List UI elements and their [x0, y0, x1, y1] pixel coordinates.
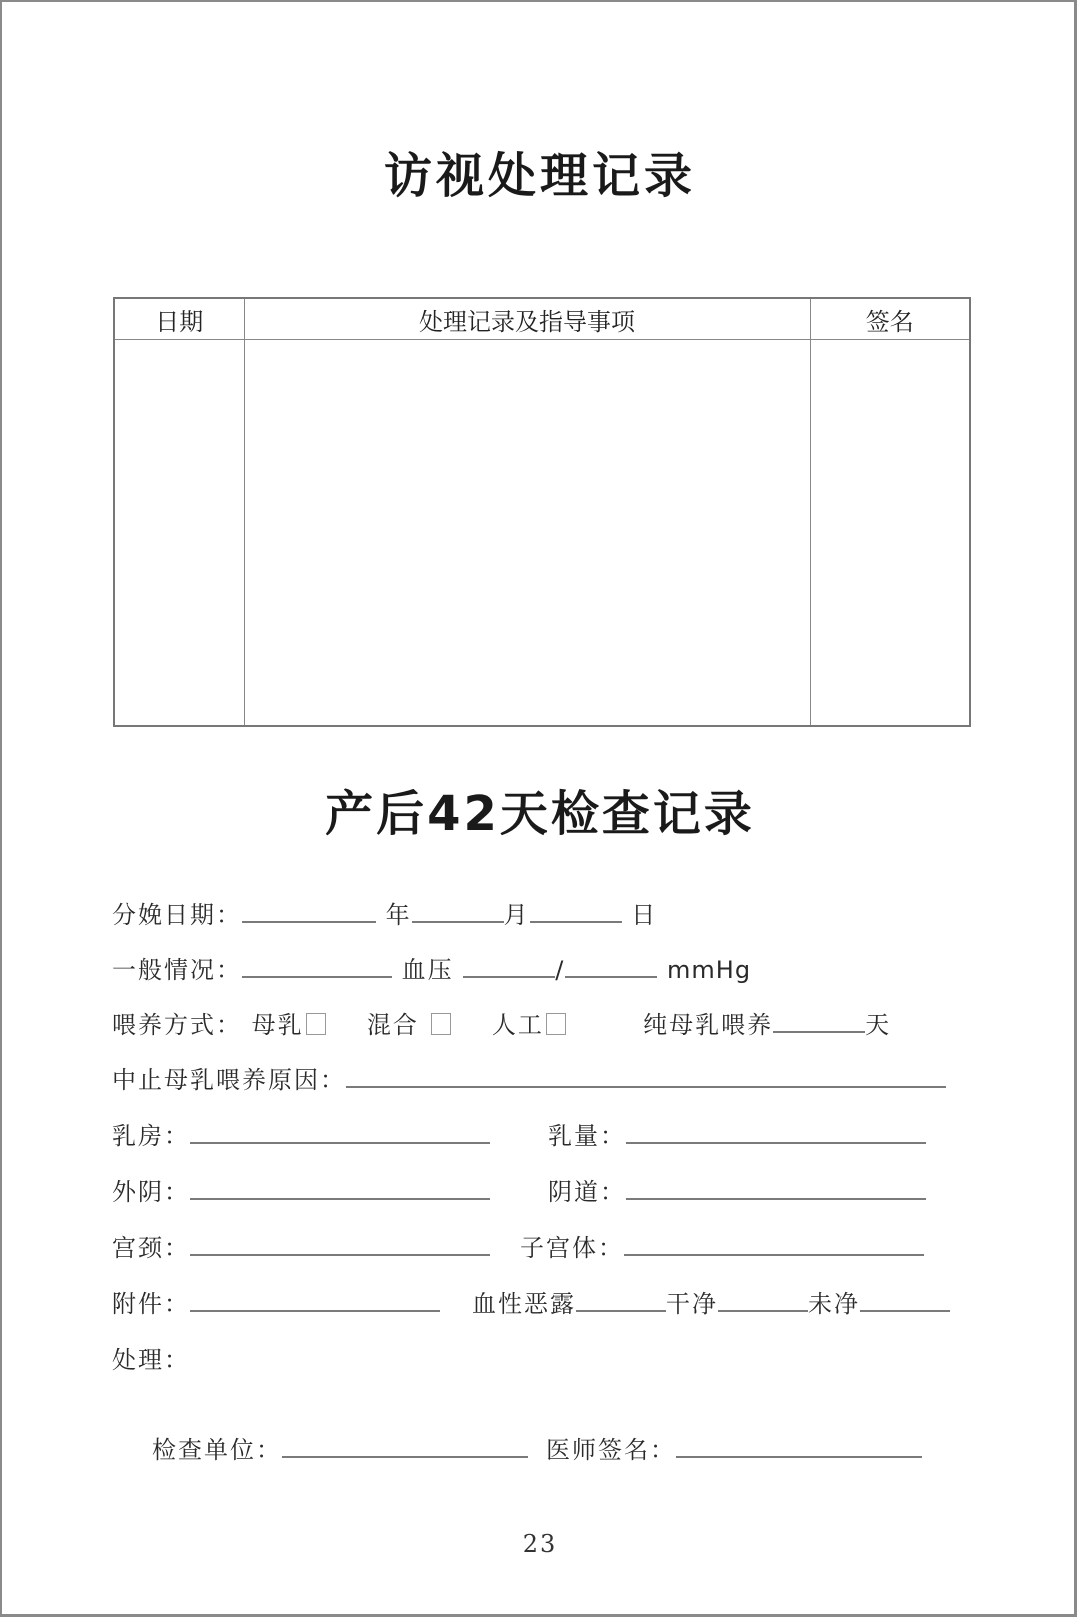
table-row: [114, 340, 970, 727]
uterus-label: 子宫体：: [520, 1234, 624, 1262]
exam-unit-row: [152, 1430, 528, 1465]
month-label: 月: [503, 901, 530, 929]
stop-reason-label: 中止母乳喂养原因：: [112, 1066, 346, 1094]
doctor-sign-field[interactable]: [676, 1434, 922, 1458]
exclusive-breastfeeding-days-field[interactable]: [773, 1009, 865, 1033]
general-field[interactable]: [242, 954, 392, 978]
bp-systolic-field[interactable]: [463, 954, 555, 978]
breast-field[interactable]: [190, 1120, 490, 1144]
milk-field[interactable]: [626, 1120, 926, 1144]
lochia-unclean-label: 未净: [808, 1290, 860, 1318]
general-row: [112, 950, 751, 985]
cervix-label: 宫颈：: [112, 1234, 190, 1262]
header-signature: 签名: [810, 298, 970, 340]
record-cell[interactable]: [244, 340, 810, 727]
treatment-row: [112, 1340, 190, 1375]
adnexa-field[interactable]: [190, 1288, 440, 1312]
date-cell[interactable]: [114, 340, 244, 727]
vagina-field[interactable]: [626, 1176, 926, 1200]
bp-label: 血压: [401, 956, 454, 984]
vulva-label: 外阴：: [112, 1178, 190, 1206]
postpartum-check-title: 产后42天检查记录: [325, 786, 755, 842]
stop-reason-row: [112, 1060, 946, 1095]
lochia-unclean-field[interactable]: [860, 1288, 950, 1312]
vulva-row: [112, 1172, 490, 1207]
feeding-formula-checkbox[interactable]: [546, 1013, 566, 1035]
bp-diastolic-field[interactable]: [565, 954, 657, 978]
feeding-formula-label: 人工: [491, 1011, 544, 1039]
bp-separator: /: [555, 956, 566, 984]
feeding-breast-label: 母乳: [251, 1011, 304, 1039]
lochia-row: [472, 1284, 950, 1319]
page-number: 23: [522, 1530, 558, 1558]
delivery-month-field[interactable]: [412, 899, 504, 923]
bp-unit: mmHg: [667, 956, 752, 984]
delivery-year-field[interactable]: [242, 899, 376, 923]
delivery-date-label: 分娩日期：: [112, 901, 242, 929]
header-date: 日期: [114, 298, 244, 340]
exam-unit-label: 检查单位：: [152, 1436, 282, 1464]
signature-cell[interactable]: [810, 340, 970, 727]
cervix-field[interactable]: [190, 1232, 490, 1256]
feeding-mixed-label: 混合: [366, 1011, 419, 1039]
feeding-label: 喂养方式：: [112, 1011, 242, 1039]
doctor-sign-label: 医师签名：: [546, 1436, 676, 1464]
breast-label: 乳房：: [112, 1122, 190, 1150]
adnexa-label: 附件：: [112, 1290, 190, 1318]
milk-label: 乳量：: [548, 1122, 626, 1150]
adnexa-row: [112, 1284, 440, 1319]
vagina-row: [548, 1172, 926, 1207]
feeding-mixed-checkbox[interactable]: [431, 1013, 451, 1035]
vulva-field[interactable]: [190, 1176, 490, 1200]
lochia-clean-label: 干净: [666, 1290, 718, 1318]
lochia-label: 血性恶露: [472, 1290, 576, 1318]
breast-row: [112, 1116, 490, 1151]
delivery-date-row: [112, 895, 657, 930]
vagina-label: 阴道：: [548, 1178, 626, 1206]
day-label: 日: [631, 901, 658, 929]
lochia-field[interactable]: [576, 1288, 666, 1312]
exam-unit-field[interactable]: [282, 1434, 528, 1458]
milk-row: [548, 1116, 926, 1151]
days-label: 天: [865, 1011, 892, 1039]
header-record: 处理记录及指导事项: [244, 298, 810, 340]
feeding-breast-checkbox[interactable]: [306, 1013, 326, 1035]
general-label: 一般情况：: [112, 956, 242, 984]
exclusive-breastfeeding-label: 纯母乳喂养: [643, 1011, 774, 1039]
uterus-field[interactable]: [624, 1232, 924, 1256]
visit-record-table: [113, 297, 971, 727]
treatment-label: 处理：: [112, 1346, 190, 1374]
visit-record-title: 访视处理记录: [383, 148, 696, 204]
delivery-day-field[interactable]: [530, 899, 622, 923]
uterus-row: [520, 1228, 924, 1263]
table-header-row: [114, 298, 970, 340]
cervix-row: [112, 1228, 490, 1263]
doctor-sign-row: [546, 1430, 922, 1465]
year-label: 年: [385, 901, 412, 929]
feeding-row: [112, 1005, 891, 1040]
stop-reason-field[interactable]: [346, 1064, 946, 1088]
lochia-clean-field[interactable]: [718, 1288, 808, 1312]
